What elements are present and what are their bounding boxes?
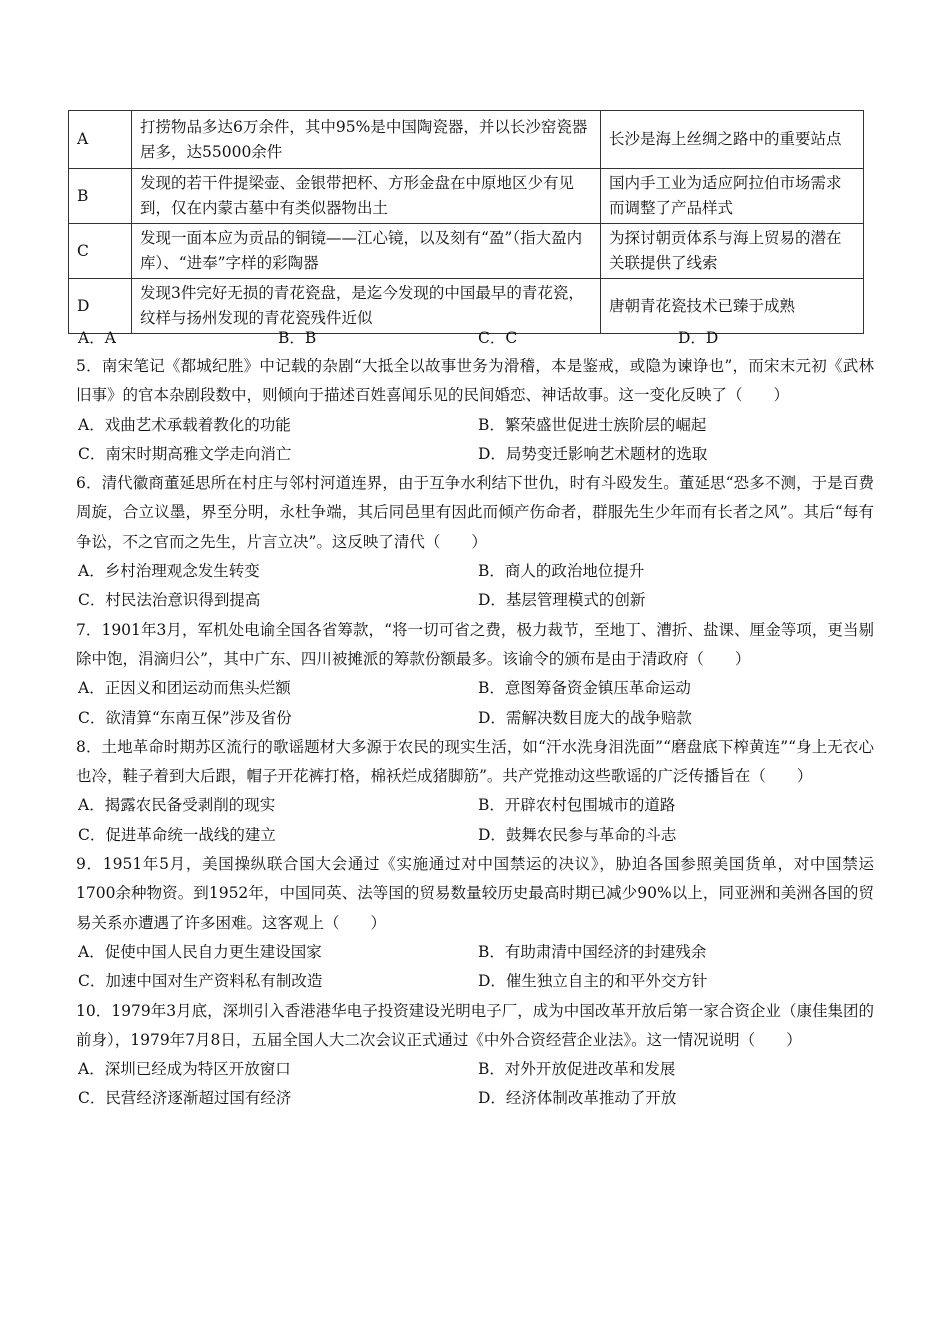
option-key: B [69, 169, 132, 224]
option-d[interactable]: D．局势变迁影响艺术题材的选取 [478, 444, 708, 463]
question-stem: 9．1951年5月，美国操纵联合国大会通过《实施通过对中国禁运的决议》，胁迫各国参照美国货单，对中国禁运1700余种物资。到1952年，中国同英、法等国的贸易数量较历史最高时期已减少90%以上，同亚洲和美洲各国的贸易关系亦遭遇了许多困难。这客观上（ ） [76, 855, 874, 932]
option-b[interactable]: B．对外开放促进改革和发展 [478, 1060, 676, 1079]
answer-option-b[interactable]: B．B [278, 329, 317, 347]
option-row [76, 967, 874, 996]
option-b[interactable]: B．意图筹备资金镇压革命运动 [478, 679, 691, 698]
option-b[interactable]: B．商人的政治地位提升 [478, 562, 645, 581]
question-7 [76, 616, 874, 733]
option-row [76, 938, 874, 967]
option-row [76, 821, 874, 850]
option-b[interactable]: B．开辟农村包围城市的道路 [478, 796, 676, 815]
conclusion-cell: 长沙是海上丝绸之路中的重要站点 [601, 111, 864, 169]
option-c[interactable]: C．南宋时期高雅文学走向消亡 [78, 444, 292, 463]
option-d[interactable]: D．基层管理模式的创新 [478, 591, 646, 610]
option-d[interactable]: D．需解决数目庞大的战争赔款 [478, 708, 692, 727]
conclusion-cell: 国内手工业为适应阿拉伯市场需求而调整了产品样式 [601, 169, 864, 224]
option-row [76, 557, 874, 586]
material-cell: 打捞物品多达6万余件，其中95%是中国陶瓷器，并以长沙窑瓷器居多，达55000余件 [132, 111, 601, 169]
question-9 [76, 850, 874, 996]
option-row [76, 704, 874, 733]
option-d[interactable]: D．鼓舞农民参与革命的斗志 [478, 825, 677, 844]
option-row [76, 1055, 874, 1084]
question-10 [76, 997, 874, 1114]
answer-option-a[interactable]: A．A [78, 329, 116, 347]
option-a[interactable]: A．乡村治理观念发生转变 [78, 562, 260, 581]
q4-option-table [68, 110, 864, 334]
table-row [69, 224, 864, 279]
option-d[interactable]: D．催生独立自主的和平外交方针 [478, 972, 708, 991]
option-row [76, 586, 874, 615]
option-row [76, 674, 874, 703]
material-cell: 发现的若干件提梁壶、金银带把杯、方形金盘在中原地区少有见到，仅在内蒙古墓中有类似器物出土 [132, 169, 601, 224]
material-cell: 发现3件完好无损的青花瓷盘，是迄今发现的中国最早的青花瓷，纹样与扬州发现的青花瓷残件近似 [132, 279, 601, 334]
answer-option-c[interactable]: C．C [478, 329, 518, 347]
table-row [69, 279, 864, 334]
option-d[interactable]: D．经济体制改革推动了开放 [478, 1089, 677, 1108]
conclusion-cell: 唐朝青花瓷技术已臻于成熟 [601, 279, 864, 334]
question-stem: 8．土地革命时期苏区流行的歌谣题材大多源于农民的现实生活，如“汗水洗身泪洗面”“磨盘底下榨黄连”“身上无衣心也冷，鞋子着到大后跟，帽子开花裤打格，棉袄烂成猪脚筋”。共产党推动这些歌谣的广泛传播旨在（ ） [76, 737, 874, 786]
option-a[interactable]: A．正因义和团运动而焦头烂额 [78, 679, 291, 698]
option-row [76, 791, 874, 820]
question-stem: 10．1979年3月底，深圳引入香港港华电子投资建设光明电子厂，成为中国改革开放后第一家合资企业（康佳集团的前身），1979年7月8日，五届全国人大二次会议正式通过《中外合资经营企业法》。这一情况说明（ ） [76, 1001, 874, 1049]
option-row [76, 411, 874, 440]
question-stem: 7．1901年3月，军机处电谕全国各省筹款，“将一切可省之费，极力裁节，至地丁、漕折、盐课、厘金等项，更当剔除中饱，涓滴归公”，其中广东、四川被摊派的筹款份额最多。该谕令的颁布是由于清政府（ ） [76, 620, 874, 668]
question-5 [76, 352, 874, 469]
question-stem: 5．南宋笔记《都城纪胜》中记载的杂剧“大抵全以故事世务为滑稽，本是鉴戒，或隐为谏诤也”，而宋末元初《武林旧事》的官本杂剧段数中，则倾向于描述百姓喜闻乐见的民间婚恋、神话故事。这一变化反映了（ ） [76, 357, 874, 405]
option-c[interactable]: C．欲清算“东南互保”涉及省份 [78, 708, 292, 727]
table-row [69, 111, 864, 169]
answer-option-d[interactable]: D．D [678, 329, 719, 347]
question-list [76, 352, 874, 1114]
option-a[interactable]: A．揭露农民备受剥削的现实 [78, 796, 276, 815]
option-key: D [69, 279, 132, 334]
option-row [76, 440, 874, 469]
option-c[interactable]: C．促进革命统一战线的建立 [78, 825, 276, 844]
conclusion-cell: 为探讨朝贡体系与海上贸易的潜在关联提供了线索 [601, 224, 864, 279]
option-c[interactable]: C．村民法治意识得到提高 [78, 591, 261, 610]
option-b[interactable]: B．有助肃清中国经济的封建残余 [478, 942, 707, 961]
option-b[interactable]: B．繁荣盛世促进士族阶层的崛起 [478, 415, 707, 434]
question-8 [76, 733, 874, 850]
option-key: C [69, 224, 132, 279]
option-a[interactable]: A．深圳已经成为特区开放窗口 [78, 1060, 291, 1079]
material-cell: 发现一面本应为贡品的铜镜——江心镜，以及刻有“盈”（指大盈内库）、“进奉”字样的彩陶器 [132, 224, 601, 279]
option-c[interactable]: C．民营经济逐渐超过国有经济 [78, 1089, 292, 1108]
question-6 [76, 469, 874, 615]
option-c[interactable]: C．加速中国对生产资料私有制改造 [78, 972, 323, 991]
option-row [76, 1084, 874, 1113]
option-a[interactable]: A．戏曲艺术承载着教化的功能 [78, 415, 291, 434]
table-row [69, 169, 864, 224]
question-stem: 6．清代徽商董延思所在村庄与邻村河道连界，由于互争水利结下世仇，时有斗殴发生。董延思“恐多不测，于是百费周旋，合立议墨，界至分明，永杜争端，其后同邑里有因此而倾产伤命者，群服先生少年而有长者之风”。其后“每有争讼，不之官而之先生，片言立决”。这反映了清代（ ） [76, 474, 874, 551]
option-a[interactable]: A．促使中国人民自力更生建设国家 [78, 942, 322, 961]
option-key: A [69, 111, 132, 169]
